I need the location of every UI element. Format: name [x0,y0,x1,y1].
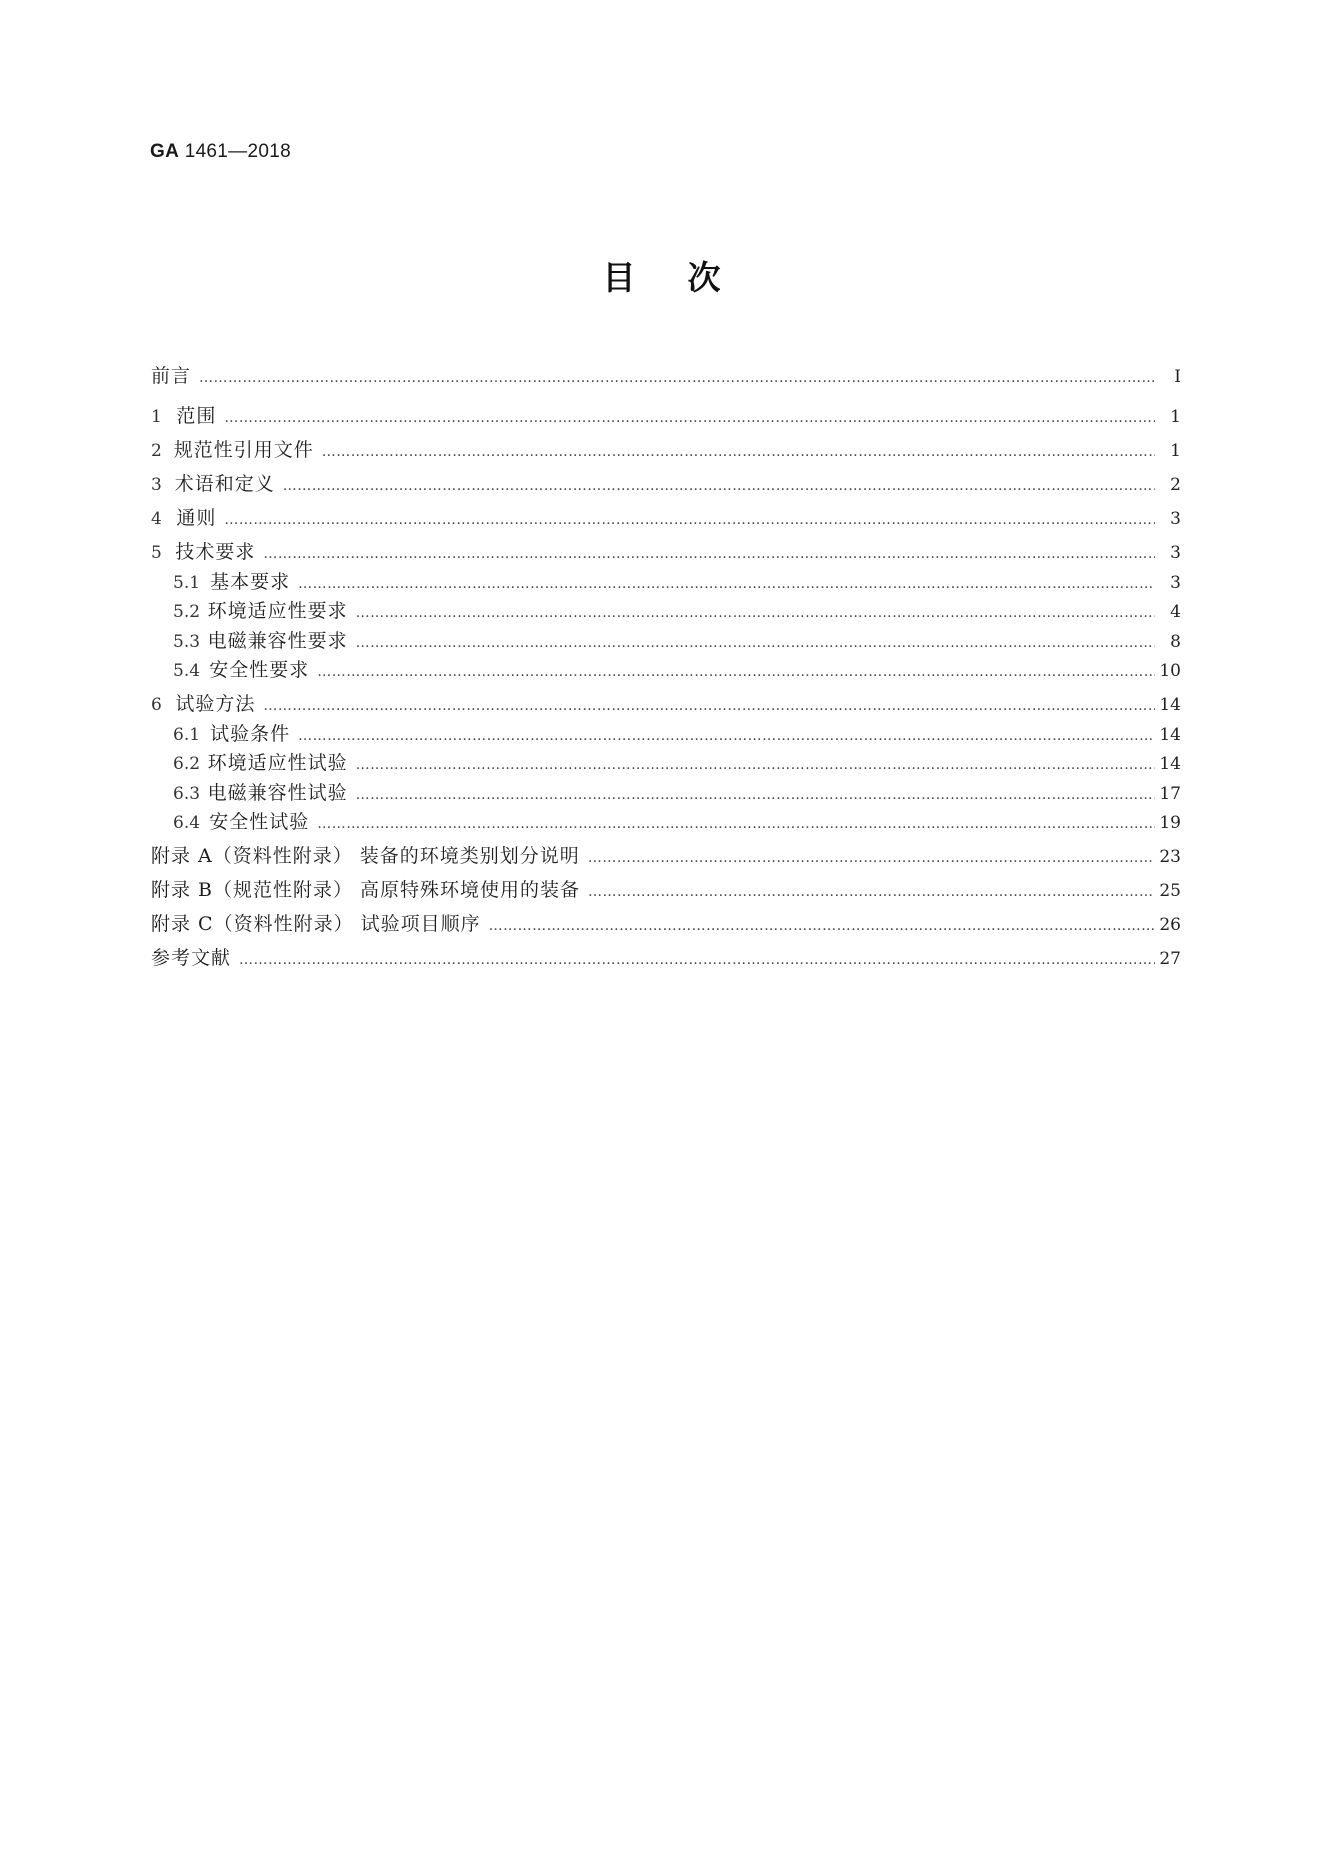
toc-entry-number: 5 [151,543,162,563]
toc-title: 目次 [602,258,773,297]
toc-entry-label: 附录 C（资料性附录） 试验项目顺序 [151,913,481,935]
toc-leader-dots [356,783,1155,807]
toc-entry-label: 技术要求 [175,541,256,563]
toc-leader-dots [199,366,1155,390]
toc-entry-page: 1 [1170,441,1181,461]
toc-entry[interactable] [173,658,1181,682]
toc-entry-label: 环境适应性试验 [207,752,348,774]
toc-entry-number: 1 [151,407,162,427]
toc-entry-label: 安全性要求 [209,659,310,681]
toc-entry-label: 附录 B（规范性附录） 高原特殊环境使用的装备 [151,879,581,901]
standard-code [150,141,291,163]
toc-entry-label: 试验方法 [175,693,256,715]
toc-entry-label: 通则 [176,507,217,529]
toc-entry[interactable] [151,878,1181,902]
toc-entry-number: 6 [151,695,162,715]
toc-entry-page: 14 [1159,725,1181,745]
standard-number: 1461—2018 [184,141,291,162]
toc-entry[interactable] [173,810,1181,834]
toc-entry-label: 试验条件 [210,723,291,745]
toc-entry[interactable] [173,722,1181,746]
toc-leader-dots [263,694,1155,718]
toc-leader-dots [356,601,1155,625]
toc-entry-label: 规范性引用文件 [173,439,314,461]
toc-leader-dots [317,660,1155,684]
toc-entry-label: 环境适应性要求 [207,600,348,622]
toc-leader-dots [224,508,1155,532]
toc-entry-number: 2 [151,441,162,461]
toc-entry-page: 4 [1170,602,1181,622]
toc-entry-number: 5.4 [173,661,201,681]
toc-entry-label: 电磁兼容性要求 [207,630,348,652]
toc-leader-dots [489,914,1155,938]
toc-entry[interactable] [151,692,1181,716]
toc-entry[interactable] [151,844,1181,868]
toc-entry-page: 17 [1159,784,1181,804]
toc-entry[interactable] [151,404,1181,428]
toc-leader-dots [239,948,1155,972]
toc-leader-dots [283,474,1155,498]
toc-entry[interactable] [151,364,1181,388]
toc-entry[interactable] [151,438,1181,462]
toc-entry-page: 26 [1159,915,1181,935]
toc-entry-page: 2 [1170,475,1181,495]
toc-leader-dots [298,572,1155,596]
toc-entry-page: 3 [1170,543,1181,563]
toc-entry-page: 10 [1159,661,1181,681]
toc-entry-page: 27 [1159,949,1181,969]
toc-entry[interactable] [173,570,1181,594]
toc-entry-label: 参考文献 [151,947,232,969]
toc-entry-page: 3 [1170,509,1181,529]
toc-leader-dots [224,406,1155,430]
toc-entry[interactable] [151,946,1181,970]
toc-entry-label: 附录 A（资料性附录） 装备的环境类别划分说明 [151,845,580,867]
toc-entry-page: 8 [1170,632,1181,652]
toc-entry-label: 前言 [151,365,192,387]
toc-entry-page: Ⅰ [1174,367,1181,387]
toc-entry[interactable] [173,599,1181,623]
toc-entry[interactable] [151,472,1181,496]
toc-entry-number: 5.1 [173,573,201,593]
toc-entry-number: 4 [151,509,162,529]
toc-entry-label: 范围 [176,405,217,427]
standard-prefix: GA [150,141,180,162]
toc-leader-dots [588,846,1155,870]
toc-entry-number: 6.3 [173,784,201,804]
toc-entry-number: 3 [151,475,162,495]
toc-entry-label: 电磁兼容性试验 [207,782,348,804]
toc-entry[interactable] [173,629,1181,653]
toc-leader-dots [356,753,1155,777]
toc-leader-dots [298,724,1155,748]
toc-leader-dots [356,631,1155,655]
toc-entry[interactable] [151,912,1181,936]
toc-entry-label: 安全性试验 [209,811,310,833]
toc-leader-dots [322,440,1155,464]
toc-leader-dots [588,880,1155,904]
toc-entry[interactable] [173,751,1181,775]
toc-entry-page: 14 [1159,754,1181,774]
toc-entry[interactable] [173,781,1181,805]
toc-entry-page: 19 [1159,813,1181,833]
toc-entry-number: 5.2 [173,602,201,622]
toc-entry-page: 25 [1159,881,1181,901]
toc-entry-label: 术语和定义 [174,473,275,495]
toc-entry-number: 6.1 [173,725,201,745]
toc-entry[interactable] [151,506,1181,530]
toc-entry[interactable] [151,540,1181,564]
toc-entry-page: 1 [1170,407,1181,427]
toc-entry-number: 6.4 [173,813,201,833]
toc-entry-number: 6.2 [173,754,201,774]
toc-leader-dots [263,542,1155,566]
toc-leader-dots [317,812,1155,836]
toc-entry-page: 3 [1170,573,1181,593]
toc-entry-page: 23 [1159,847,1181,867]
toc-entry-page: 14 [1159,695,1181,715]
toc-entry-label: 基本要求 [210,571,291,593]
toc-entry-number: 5.3 [173,632,201,652]
